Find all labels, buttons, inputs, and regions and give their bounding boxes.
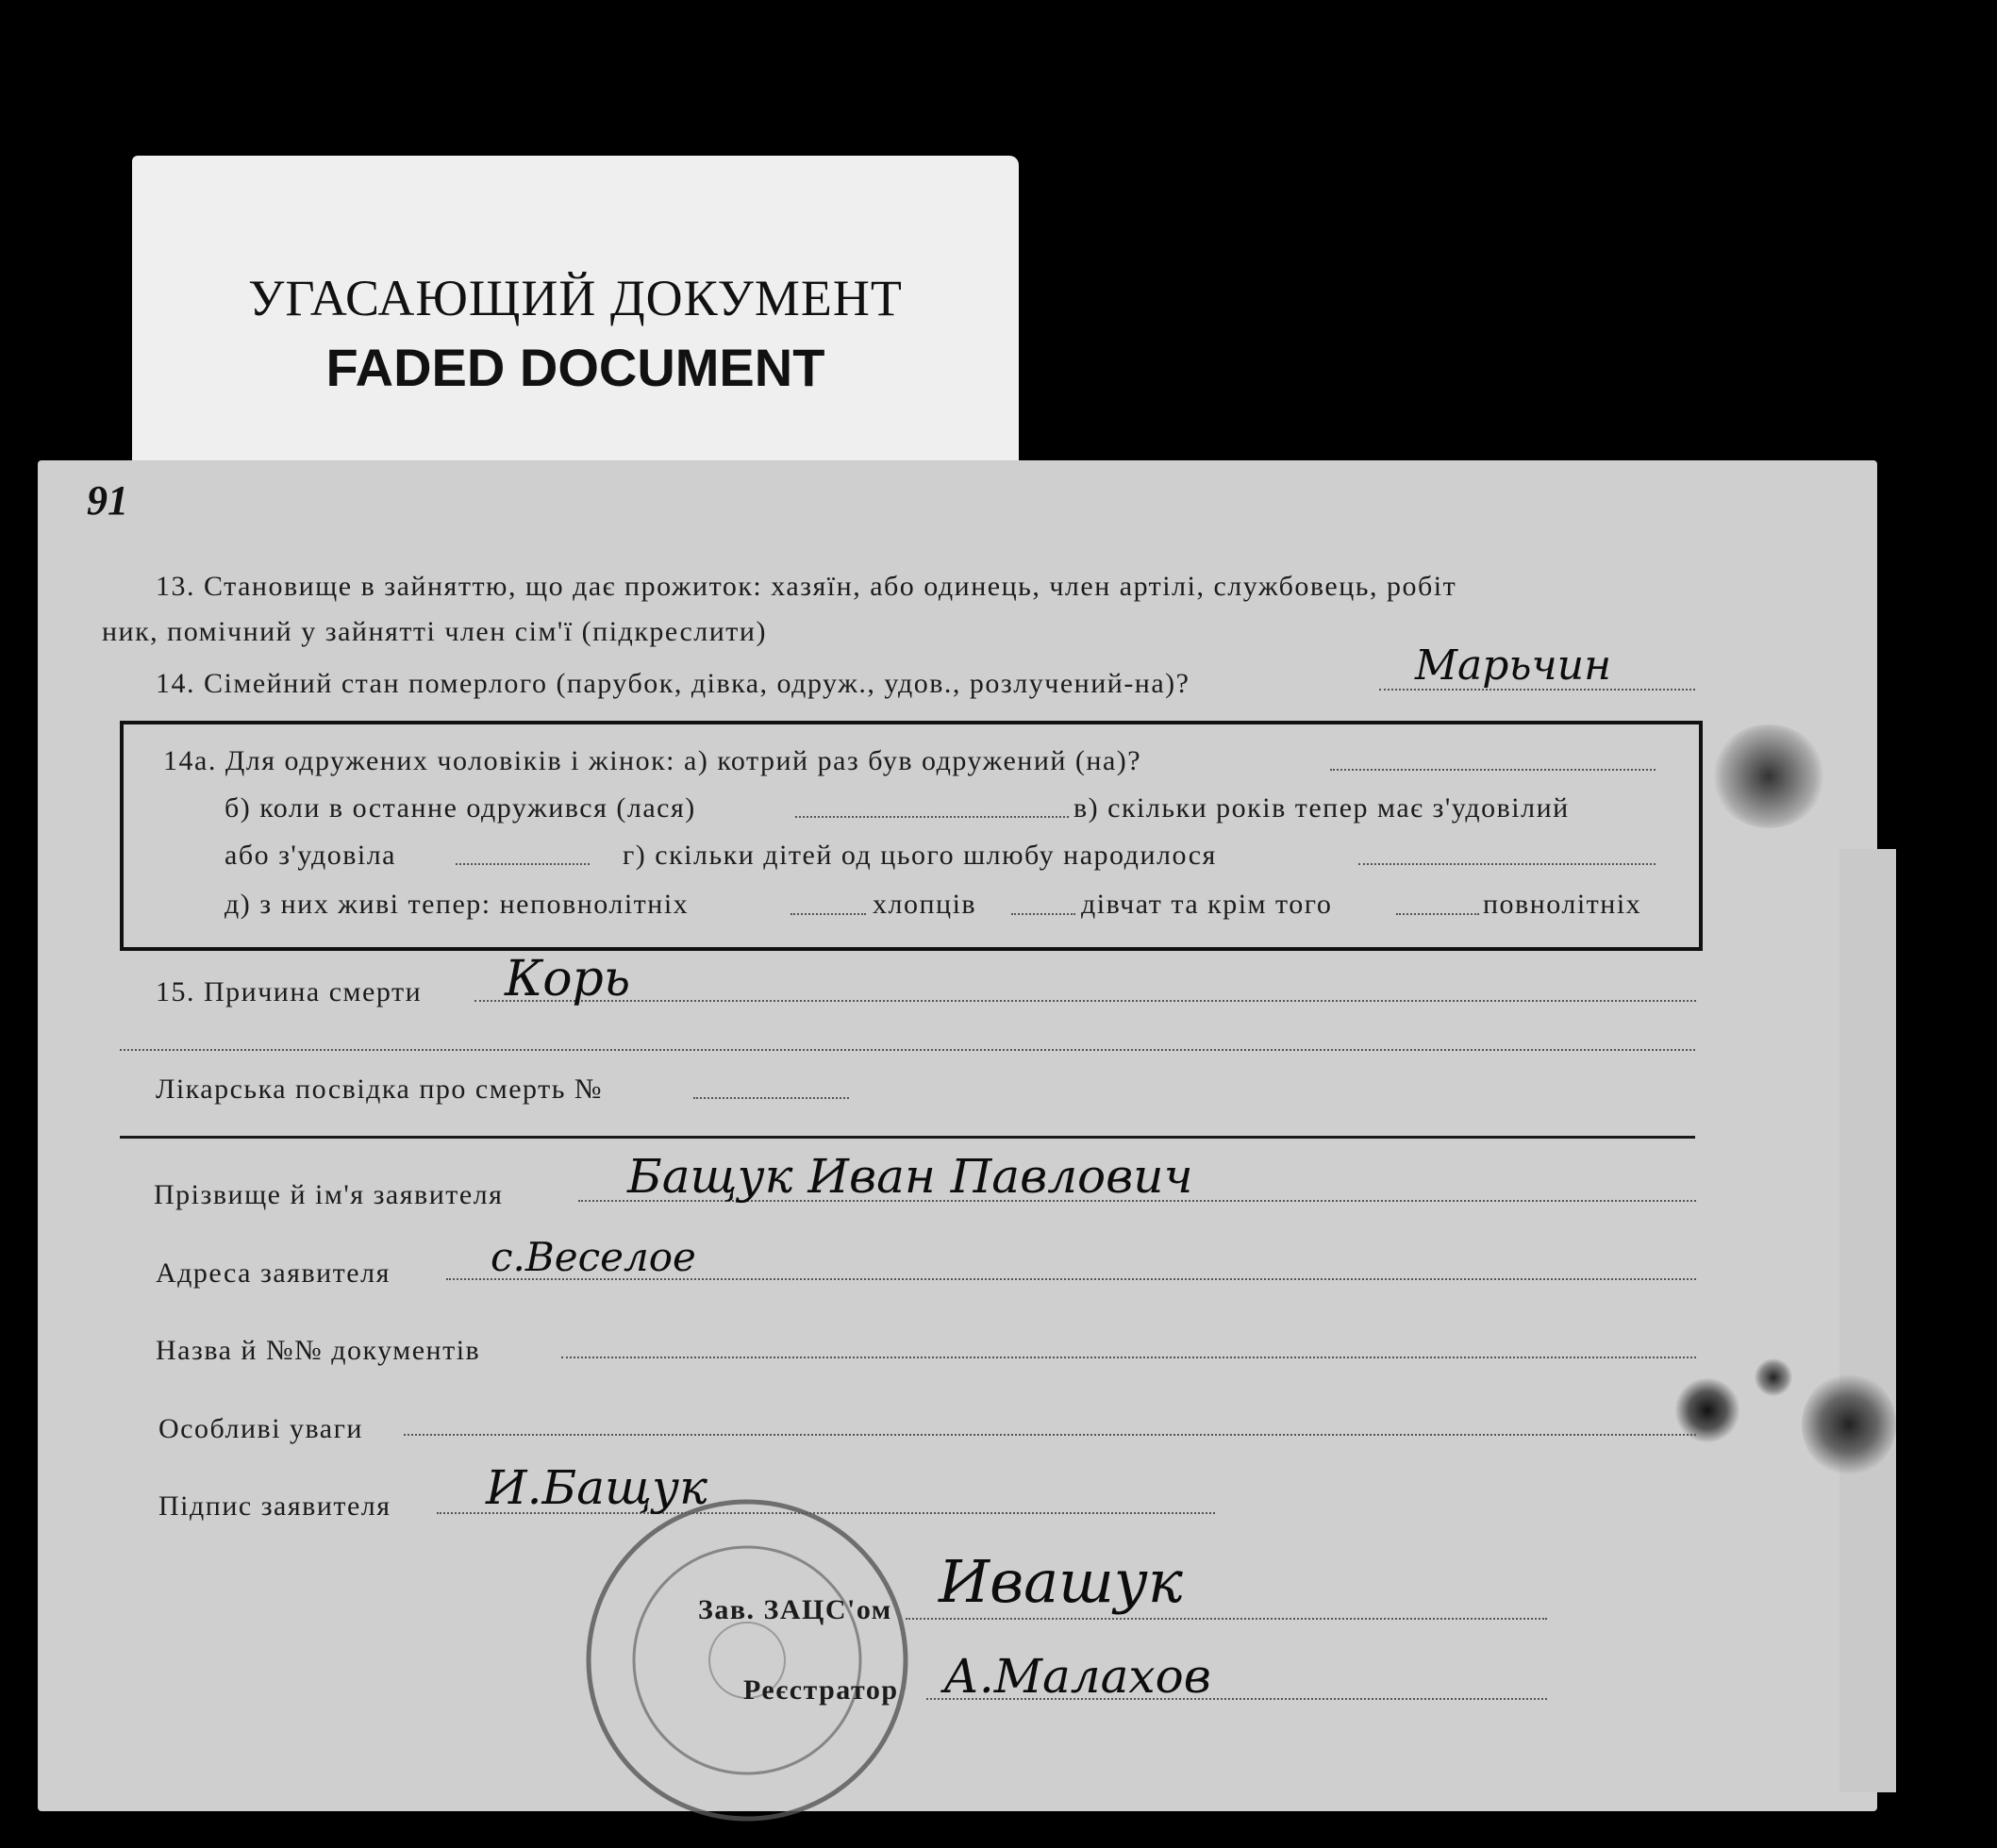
documents-field — [561, 1357, 1696, 1358]
section-divider — [120, 1136, 1695, 1139]
label-english: FADED DOCUMENT — [325, 338, 825, 397]
head-label: Зав. ЗАЦС'ом — [698, 1594, 892, 1625]
applicant-name-label: Прізвище й ім'я заявителя — [154, 1179, 504, 1210]
item-15-field — [474, 1000, 1696, 1002]
box-field-5 — [790, 913, 866, 915]
box-line-4b: хлопців — [873, 889, 977, 920]
applicant-address-value: с.Веселое — [491, 1234, 696, 1280]
sheet-number: 91 — [87, 477, 128, 524]
death-certificate-field — [693, 1097, 849, 1099]
box-line-3b: г) скільки дітей од цього шлюбу народилося — [623, 840, 1217, 871]
box-field-6 — [1011, 913, 1075, 915]
stain-mark — [1755, 1358, 1792, 1396]
stain-mark — [1712, 724, 1825, 828]
box-line-2a: б) коли в останне одружився (лася) — [225, 792, 696, 824]
box-field-1 — [1330, 769, 1656, 771]
box-line-4c: дівчат та крім того — [1081, 889, 1333, 920]
box-field-7 — [1396, 913, 1479, 915]
box-line-3a: або з'удовіла — [225, 840, 396, 871]
box-line-4d: повнолітніх — [1483, 889, 1642, 920]
applicant-name-value: Бащук Иван Павлович — [627, 1149, 1193, 1204]
item-15-answer: Корь — [505, 951, 631, 1007]
box-line-2b: в) скільки років тепер має з'удовілий — [1073, 792, 1570, 824]
box-field-2 — [795, 816, 1069, 818]
death-certificate-label: Лікарська посвідка про смерть № — [156, 1074, 604, 1105]
item-14-answer: Марьчин — [1415, 641, 1612, 690]
registrar-signature: А.Малахов — [943, 1649, 1211, 1704]
box-field-3 — [456, 863, 590, 865]
applicant-signature-label: Підпис заявителя — [158, 1490, 391, 1522]
item-14-label: 14. Сімейний стан померлого (парубок, дівка, одруж., удов., розлучений-на)? — [156, 668, 1190, 699]
box-line-1: 14а. Для одружених чоловіків і жінок: а) котрий раз був одружений (на)? — [163, 745, 1142, 776]
item-15-field-2 — [120, 1049, 1695, 1051]
documents-label: Назва й №№ документів — [156, 1335, 481, 1366]
label-russian: УГАСАЮЩИЙ ДОКУМЕНТ — [248, 270, 903, 326]
registrar-label: Реєстратор — [743, 1674, 899, 1706]
notes-label: Особливі уваги — [158, 1413, 363, 1444]
official-stamp — [577, 1490, 917, 1830]
applicant-address-label: Адреса заявителя — [156, 1257, 391, 1289]
stain-mark — [1802, 1373, 1896, 1476]
applicant-signature-value: И.Бащук — [486, 1460, 707, 1515]
box-line-4a: д) з них живі тепер: неповнолітніх — [225, 889, 690, 920]
faded-document-label — [132, 156, 1019, 472]
item-13-line-2: ник, помічний у зайнятті член сім'ї (підкреслити) — [102, 616, 767, 647]
notes-field — [404, 1434, 1696, 1436]
head-field — [906, 1618, 1547, 1620]
item-15-label: 15. Причина смерти — [156, 976, 423, 1007]
box-field-4 — [1358, 863, 1656, 865]
sheet-edge — [1839, 849, 1896, 1792]
head-signature: Ивашук — [939, 1547, 1183, 1616]
item-13-line-1: 13. Становище в зайняттю, що дає прожиток: хазяїн, або одинець, член артілі, службовець, робіт — [156, 571, 1457, 602]
